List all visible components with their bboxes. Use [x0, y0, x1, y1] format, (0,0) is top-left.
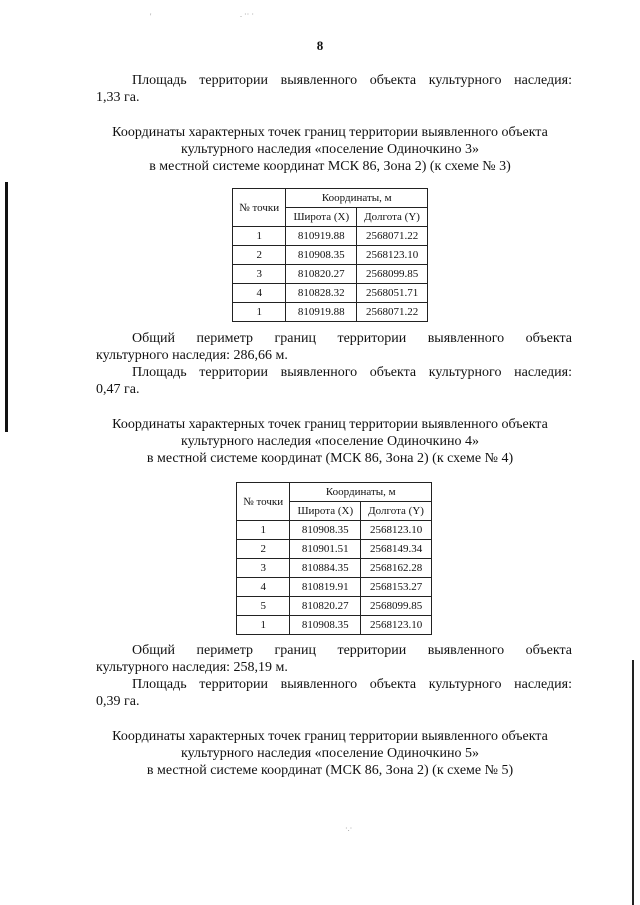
table-row: 1 810919.88 2568071.22 — [233, 227, 428, 246]
header-longitude: Долгота (Y) — [357, 208, 428, 227]
header-coordinates: Координаты, м — [290, 483, 432, 502]
header-point: № точки — [237, 483, 290, 521]
coordinates-table-4 — [236, 482, 432, 635]
scan-speck: ·.· — [345, 824, 353, 833]
header-point: № точки — [233, 189, 286, 227]
scan-speck: ' — [150, 12, 152, 21]
table-row: 1 810919.88 2568071.22 — [233, 303, 428, 322]
header-coordinates: Координаты, м — [286, 189, 428, 208]
perimeter-paragraph-4: Общий периметр границ территории выявленного объекта культурного наследия: 258,19 м. — [96, 643, 572, 675]
table-row: 3 810884.35 2568162.28 — [237, 559, 432, 578]
coordinates-heading-3: Координаты характерных точек границ территории выявленного объекта культурного наследия «поселение Одиночкино 3» в местной системе координат МСК 86, Зона 2) (к схеме № 3) — [112, 125, 548, 174]
table-row: 1 810908.35 2568123.10 — [237, 521, 432, 540]
coordinates-heading-5: Координаты характерных точек границ территории выявленного объекта культурного наследия «поселение Одиночкино 5» в местной системе координат (МСК 86, Зона 2) (к схеме № 5) — [112, 729, 548, 778]
coordinates-table-3 — [232, 188, 428, 322]
area-paragraph-4: Площадь территории выявленного объекта культурного наследия: 0,39 га. — [96, 677, 572, 709]
scan-edge-mark-right — [632, 660, 634, 905]
table-row: 1 810908.35 2568123.10 — [237, 616, 432, 635]
area-paragraph-3: Площадь территории выявленного объекта культурного наследия: 0,47 га. — [96, 365, 572, 397]
header-longitude: Долгота (Y) — [361, 502, 432, 521]
scan-speck: . ·· · — [240, 10, 254, 19]
table-row: 3 810820.27 2568099.85 — [233, 265, 428, 284]
table-row: 5 810820.27 2568099.85 — [237, 597, 432, 616]
table-row: 2 810901.51 2568149.34 — [237, 540, 432, 559]
table-header-row — [233, 189, 428, 208]
table-row: 4 810819.91 2568153.27 — [237, 578, 432, 597]
coordinates-heading-4: Координаты характерных точек границ территории выявленного объекта культурного наследия «поселение Одиночкино 4» в местной системе координат (МСК 86, Зона 2) (к схеме № 4) — [112, 417, 548, 466]
header-latitude: Широта (X) — [290, 502, 361, 521]
page-number: 8 — [316, 38, 324, 53]
table-row: 4 810828.32 2568051.71 — [233, 284, 428, 303]
header-latitude: Широта (X) — [286, 208, 357, 227]
table-row: 2 810908.35 2568123.10 — [233, 246, 428, 265]
area-paragraph-1: Площадь территории выявленного объекта культурного наследия: 1,33 га. — [96, 73, 572, 105]
perimeter-paragraph-3: Общий периметр границ территории выявленного объекта культурного наследия: 286,66 м. — [96, 331, 572, 363]
table-header-row — [237, 483, 432, 502]
scan-edge-mark-left — [5, 182, 8, 432]
